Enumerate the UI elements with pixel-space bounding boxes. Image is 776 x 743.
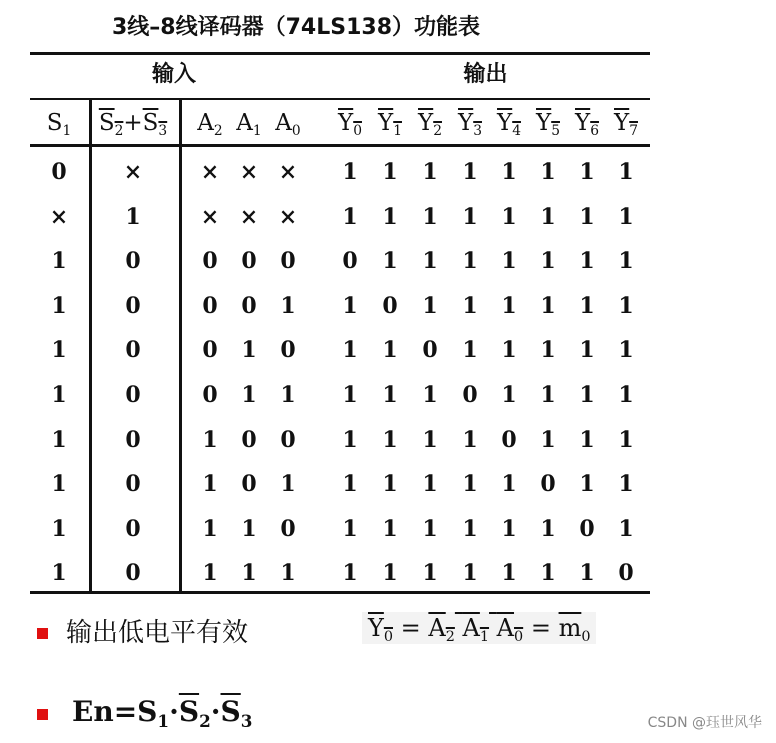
table-cell: 0 bbox=[125, 337, 141, 364]
table-cell: 1 bbox=[462, 203, 478, 230]
column-header: $S_1$ bbox=[46, 110, 72, 139]
table-cell: 1 bbox=[382, 159, 398, 185]
table-cell: 0 bbox=[125, 471, 141, 498]
table-cell: 1 bbox=[342, 471, 358, 498]
table-cell: 1 bbox=[501, 382, 517, 408]
table-cell: 1 bbox=[422, 203, 438, 230]
table-cell: 1 bbox=[540, 337, 556, 364]
table-cell: 0 bbox=[202, 337, 218, 364]
table-cell: 1 bbox=[202, 471, 218, 498]
table-cell: 1 bbox=[382, 382, 398, 408]
table-cell: 0 bbox=[382, 292, 398, 319]
table-cell: 1 bbox=[618, 515, 634, 542]
table-cell: 1 bbox=[618, 248, 634, 275]
table-cell: 1 bbox=[422, 248, 438, 275]
table-cell: 1 bbox=[382, 515, 398, 542]
table-cell: × bbox=[239, 203, 259, 230]
table-cell: 1 bbox=[382, 337, 398, 364]
column-header: $Y_6$ bbox=[575, 110, 599, 139]
table-cell: 0 bbox=[51, 159, 67, 185]
table-cell: × bbox=[200, 159, 220, 185]
table-cell: 1 bbox=[202, 560, 218, 587]
table-cell: 0 bbox=[280, 248, 296, 275]
table-cell: 0 bbox=[280, 515, 296, 542]
table-cell: 1 bbox=[540, 382, 556, 408]
column-header: $Y_4$ bbox=[497, 110, 521, 139]
table-cell: 1 bbox=[342, 426, 358, 453]
table-cell: 0 bbox=[241, 426, 257, 453]
table-cell: 1 bbox=[618, 382, 634, 408]
column-header: $Y_3$ bbox=[458, 110, 482, 139]
truth-table bbox=[30, 52, 650, 594]
table-cell: 0 bbox=[280, 337, 296, 364]
table-cell: 1 bbox=[51, 426, 67, 453]
table-cell: 1 bbox=[462, 426, 478, 453]
table-cell: 0 bbox=[241, 471, 257, 498]
note-active-low: 输出低电平有效 bbox=[66, 618, 249, 648]
table-cell: 0 bbox=[202, 382, 218, 408]
table-cell: 1 bbox=[422, 292, 438, 319]
table-cell: 1 bbox=[462, 337, 478, 364]
table-cell: × bbox=[239, 159, 259, 185]
table-cell: 1 bbox=[540, 292, 556, 319]
bullet-marker bbox=[37, 628, 48, 639]
table-cell: 1 bbox=[202, 426, 218, 453]
table-cell: × bbox=[278, 203, 298, 230]
table-cell: 0 bbox=[125, 515, 141, 542]
table-cell: 1 bbox=[342, 337, 358, 364]
table-cell: 1 bbox=[618, 471, 634, 498]
table-cell: 1 bbox=[579, 292, 595, 319]
table-cell: 1 bbox=[382, 471, 398, 498]
column-header: $Y_0$ bbox=[338, 110, 362, 139]
table-cell: 0 bbox=[241, 248, 257, 275]
table-cell: 1 bbox=[342, 159, 358, 185]
table-cell: 1 bbox=[382, 426, 398, 453]
table-cell: 1 bbox=[540, 560, 556, 587]
table-cell: 1 bbox=[280, 560, 296, 587]
table-cell: 1 bbox=[540, 515, 556, 542]
table-cell: 1 bbox=[342, 382, 358, 408]
table-cell: 1 bbox=[579, 159, 595, 185]
table-cell: 1 bbox=[462, 292, 478, 319]
table-cell: 1 bbox=[51, 337, 67, 364]
table-cell: 1 bbox=[422, 382, 438, 408]
group-header-inputs: 输入 bbox=[151, 62, 196, 87]
table-cell: 1 bbox=[280, 382, 296, 408]
table-cell: 0 bbox=[422, 337, 438, 364]
table-cell: 1 bbox=[579, 426, 595, 453]
table-cell: 1 bbox=[579, 382, 595, 408]
column-header: $Y_5$ bbox=[536, 110, 560, 139]
table-cell: 0 bbox=[618, 560, 634, 587]
table-cell: 0 bbox=[202, 292, 218, 319]
table-cell: 0 bbox=[462, 382, 478, 408]
table-cell: 0 bbox=[501, 426, 517, 453]
table-cell: 0 bbox=[579, 515, 595, 542]
table-cell: 1 bbox=[51, 292, 67, 319]
table-cell: 1 bbox=[540, 248, 556, 275]
column-header: $A_1$ bbox=[236, 110, 262, 139]
table-cell: 0 bbox=[125, 292, 141, 319]
table-cell: 1 bbox=[51, 382, 67, 408]
column-header: $Y_2$ bbox=[418, 110, 442, 139]
table-cell: 0 bbox=[342, 248, 358, 275]
table-cell: 1 bbox=[540, 426, 556, 453]
table-cell: 1 bbox=[501, 560, 517, 587]
table-title: 3线–8线译码器（74LS138）功能表 bbox=[111, 15, 481, 40]
table-cell: 1 bbox=[422, 515, 438, 542]
table-cell: 1 bbox=[280, 292, 296, 319]
table-cell: 0 bbox=[125, 560, 141, 587]
column-header: $A_2$ bbox=[197, 110, 223, 139]
column-header: $Y_7$ bbox=[614, 110, 638, 139]
equation-enable: $En=S_1\cdot\overline{S}_2\cdot\overline{S}_3$ bbox=[72, 695, 253, 731]
table-cell: 1 bbox=[382, 248, 398, 275]
table-cell: 1 bbox=[462, 560, 478, 587]
table-cell: 1 bbox=[579, 560, 595, 587]
table-cell: 1 bbox=[382, 203, 398, 230]
table-cell: 1 bbox=[501, 159, 517, 185]
table-cell: 1 bbox=[202, 515, 218, 542]
table-cell: 1 bbox=[618, 159, 634, 185]
table-cell: 1 bbox=[422, 471, 438, 498]
table-cell: × bbox=[49, 203, 69, 230]
table-cell: 1 bbox=[501, 337, 517, 364]
divider-s1 bbox=[89, 100, 92, 594]
table-cell: 1 bbox=[422, 159, 438, 185]
table-cell: 1 bbox=[618, 292, 634, 319]
table-cell: × bbox=[278, 159, 298, 185]
divider-s2s3 bbox=[179, 100, 182, 594]
table-cell: 1 bbox=[579, 471, 595, 498]
column-header: $A_0$ bbox=[275, 110, 301, 139]
table-cell: 1 bbox=[342, 515, 358, 542]
table-cell: 1 bbox=[422, 426, 438, 453]
table-cell: 1 bbox=[280, 471, 296, 498]
table-cell: 0 bbox=[540, 471, 556, 498]
table-cell: 1 bbox=[501, 292, 517, 319]
table-cell: 1 bbox=[241, 382, 257, 408]
group-header-outputs: 输出 bbox=[463, 62, 508, 87]
table-cell: 1 bbox=[501, 248, 517, 275]
table-cell: 1 bbox=[51, 515, 67, 542]
table-cell: 1 bbox=[462, 248, 478, 275]
table-cell: 1 bbox=[422, 560, 438, 587]
table-cell: 0 bbox=[125, 426, 141, 453]
column-header: $S_2+S_3$ bbox=[98, 110, 168, 139]
table-cell: × bbox=[123, 159, 143, 185]
column-header: $Y_1$ bbox=[378, 110, 402, 139]
table-cell: 1 bbox=[540, 159, 556, 185]
table-cell: 1 bbox=[51, 560, 67, 587]
table-cell: 1 bbox=[501, 515, 517, 542]
table-cell: 1 bbox=[241, 560, 257, 587]
table-cell: 0 bbox=[202, 248, 218, 275]
table-cell: 1 bbox=[125, 203, 141, 230]
table-cell: 1 bbox=[342, 292, 358, 319]
table-cell: 1 bbox=[241, 515, 257, 542]
table-cell: 1 bbox=[51, 471, 67, 498]
table-cell: 1 bbox=[618, 426, 634, 453]
table-cell: 1 bbox=[342, 203, 358, 230]
table-cell: × bbox=[200, 203, 220, 230]
table-cell: 1 bbox=[501, 471, 517, 498]
group-rule bbox=[30, 98, 650, 100]
table-cell: 1 bbox=[462, 515, 478, 542]
table-cell: 0 bbox=[125, 248, 141, 275]
table-cell: 1 bbox=[51, 248, 67, 275]
equation-y0: $Y_0 = A_2$ $A_1$ $A_0 = \overline{m}_0$ bbox=[362, 612, 596, 644]
table-cell: 1 bbox=[501, 203, 517, 230]
table-cell: 1 bbox=[618, 203, 634, 230]
table-cell: 1 bbox=[540, 203, 556, 230]
table-cell: 1 bbox=[462, 471, 478, 498]
table-cell: 1 bbox=[579, 248, 595, 275]
bullet-marker bbox=[37, 709, 48, 720]
table-cell: 1 bbox=[579, 337, 595, 364]
table-cell: 1 bbox=[579, 203, 595, 230]
table-cell: 1 bbox=[462, 159, 478, 185]
table-cell: 1 bbox=[342, 560, 358, 587]
table-cell: 0 bbox=[280, 426, 296, 453]
table-cell: 1 bbox=[241, 337, 257, 364]
table-cell: 0 bbox=[125, 382, 141, 408]
table-cell: 1 bbox=[618, 337, 634, 364]
table-cell: 1 bbox=[382, 560, 398, 587]
watermark: CSDN @珏世风华 bbox=[647, 715, 762, 731]
header-rule bbox=[30, 144, 650, 147]
table-cell: 0 bbox=[241, 292, 257, 319]
